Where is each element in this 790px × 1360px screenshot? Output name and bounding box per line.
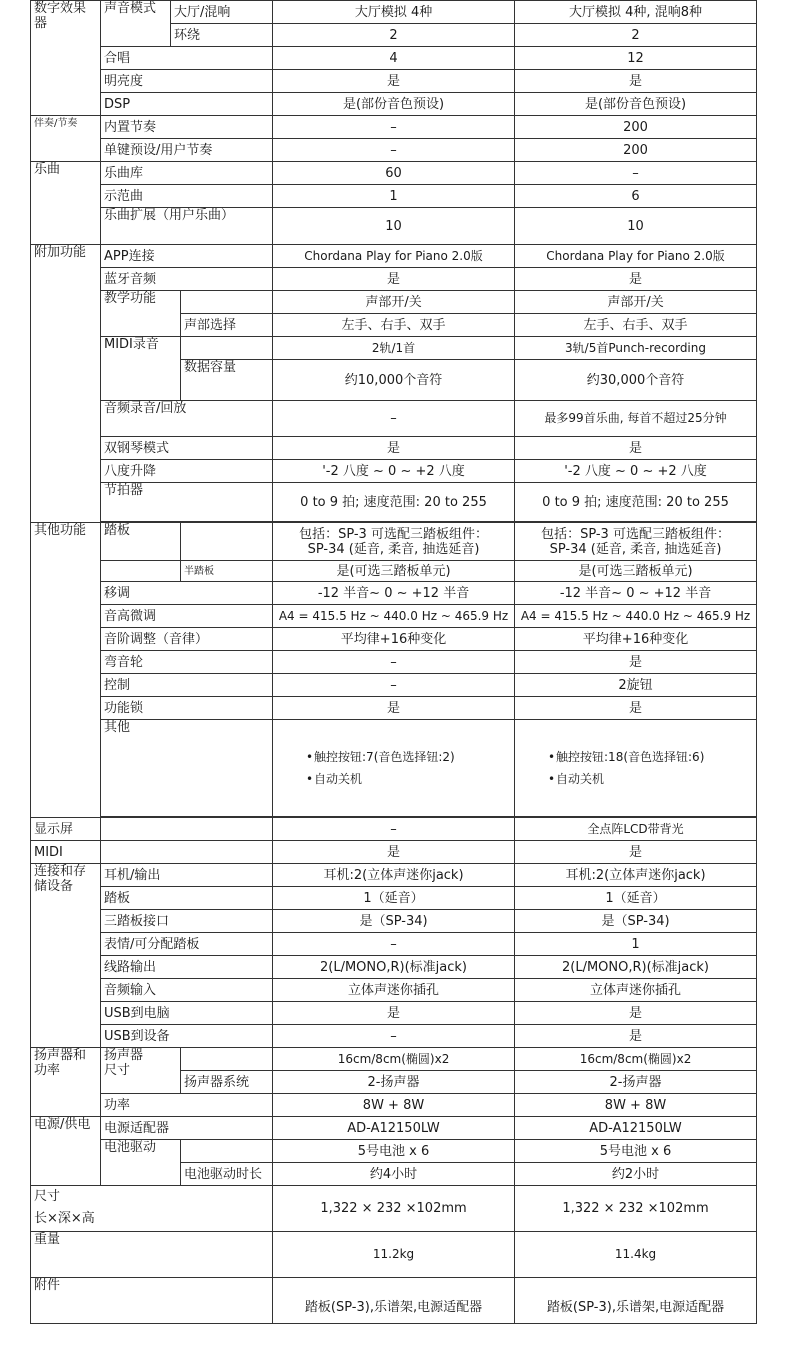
row-speaker-size — [31, 1048, 757, 1071]
value-b: 平均律+16种变化 — [515, 628, 757, 651]
value-b: 是 — [515, 1002, 757, 1025]
row-control — [31, 674, 757, 697]
label-display-empty — [101, 818, 273, 841]
spec-table — [30, 0, 757, 1324]
row-triple-pedal-jack — [31, 910, 757, 933]
value-a: 1 — [273, 185, 515, 208]
label-metronome: 节拍器 — [101, 483, 273, 522]
value-a: 平均律+16种变化 — [273, 628, 515, 651]
speaker-size-line-1: 扬声器 — [104, 1048, 144, 1063]
value-b: 11.4kg — [515, 1232, 757, 1278]
label-expression-pedal: 表情/可分配踏板 — [101, 933, 273, 956]
row-usb-device — [31, 1025, 757, 1048]
value-b: 是 — [515, 1025, 757, 1048]
label-adapter: 电源适配器 — [101, 1117, 273, 1140]
label-dsp: DSP — [101, 93, 273, 116]
value-a: 2(L/MONO,R)(标准jack) — [273, 956, 515, 979]
row-usb-pc — [31, 1002, 757, 1025]
value-a: – — [273, 139, 515, 162]
group-display: 显示屏 — [31, 818, 101, 841]
label-battery-life: 电池驱动时长 — [181, 1163, 273, 1186]
value-b: 1 — [515, 933, 757, 956]
value-b: 0 to 9 拍; 速度范围: 20 to 255 — [515, 483, 757, 522]
row-dimensions — [31, 1186, 757, 1232]
label-pedals: 踏板 — [101, 523, 181, 561]
value-a: 1（延音） — [273, 887, 515, 910]
row-bt-audio — [31, 268, 757, 291]
speaker-size-line-2: 尺寸 — [104, 1063, 131, 1078]
value-b: 3轨/5首Punch-recording — [515, 337, 757, 360]
label-lesson-sub — [181, 291, 273, 314]
row-audio-in — [31, 979, 757, 1002]
row-amp-power — [31, 1094, 757, 1117]
value-a: 2轨/1首 — [273, 337, 515, 360]
label-data-capacity: 数据容量 — [181, 360, 273, 401]
label-usb-device: USB到设备 — [101, 1025, 273, 1048]
value-a: – — [273, 401, 515, 437]
label-midi-rec: MIDI录音 — [101, 337, 181, 401]
pedals-line-1: 包括：SP-3 可选配三踏板组件： — [299, 526, 488, 542]
label-sound-mode: 声音模式 — [101, 1, 171, 47]
group-digital-effects: 数字效果器 — [31, 1, 101, 116]
value-b: AD-A12150LW — [515, 1117, 757, 1140]
label-brilliance: 明亮度 — [101, 70, 273, 93]
value-a: – — [273, 1025, 515, 1048]
value-b: 2(L/MONO,R)(标准jack) — [515, 956, 757, 979]
label-headphones: 耳机/输出 — [101, 864, 273, 887]
group-additional: 附加功能 — [31, 245, 101, 523]
label-usb-pc: USB到电脑 — [101, 1002, 273, 1025]
row-expression-pedal — [31, 933, 757, 956]
value-a: 是 — [273, 841, 515, 864]
row-builtin-rhythms — [31, 116, 757, 139]
label-bt-audio: 蓝牙音频 — [101, 268, 273, 291]
row-midi-rec — [31, 337, 757, 360]
others-item — [548, 768, 753, 790]
row-battery — [31, 1140, 757, 1163]
row-headphones — [31, 864, 757, 887]
value-b: – — [515, 162, 757, 185]
value-b: 200 — [515, 139, 757, 162]
value-a: 大厅模拟 4种 — [273, 1, 515, 24]
value-b: 大厅模拟 4种, 混响8种 — [515, 1, 757, 24]
value-b: 是 — [515, 70, 757, 93]
row-lesson — [31, 291, 757, 314]
label-speaker-system: 扬声器系统 — [181, 1071, 273, 1094]
others-text: 自动关机 — [314, 772, 363, 786]
value-a: AD-A12150LW — [273, 1117, 515, 1140]
value-b: -12 半音~ 0 ~ +12 半音 — [515, 582, 757, 605]
row-line-out — [31, 956, 757, 979]
row-accessories — [31, 1278, 757, 1324]
value-a: 是（SP-34) — [273, 910, 515, 933]
value-a: 60 — [273, 162, 515, 185]
label-temperament: 音阶调整（音律） — [101, 628, 273, 651]
label-duet: 双钢琴模式 — [101, 437, 273, 460]
label-midi-empty — [101, 841, 273, 864]
row-hall-reverb — [31, 1, 757, 24]
row-audio-rec — [31, 401, 757, 437]
value-b: 耳机:2(立体声迷你jack) — [515, 864, 757, 887]
value-a: 11.2kg — [273, 1232, 515, 1278]
value-a: 是 — [273, 1002, 515, 1025]
value-a — [273, 523, 515, 561]
label-surround: 环绕 — [171, 24, 273, 47]
label-one-touch: 单键预设/用户节奏 — [101, 139, 273, 162]
value-a: 是 — [273, 268, 515, 291]
label-speaker-size — [101, 1048, 181, 1094]
row-pitch-bend — [31, 651, 757, 674]
label-amp-power: 功率 — [101, 1094, 273, 1117]
value-a: '-2 八度 ~ 0 ~ +2 八度 — [273, 460, 515, 483]
value-a: 左手、右手、双手 — [273, 314, 515, 337]
row-dsp — [31, 93, 757, 116]
group-dimensions — [31, 1186, 273, 1232]
value-a: – — [273, 674, 515, 697]
row-pedal — [31, 887, 757, 910]
label-audio-rec: 音频录音/回放 — [101, 401, 273, 437]
value-a: – — [273, 933, 515, 956]
dimensions-line-1: 尺寸 — [34, 1189, 61, 1204]
value-a: 立体声迷你插孔 — [273, 979, 515, 1002]
value-a: 10 — [273, 208, 515, 245]
others-list — [518, 746, 753, 790]
label-battery-sub — [181, 1140, 273, 1163]
value-a: 声部开/关 — [273, 291, 515, 314]
label-lesson: 教学功能 — [101, 291, 181, 337]
group-accompaniment: 伴奏/节奏 — [31, 116, 101, 162]
label-song-expansion: 乐曲扩展（用户乐曲） — [101, 208, 273, 245]
value-a: 踏板(SP-3),乐谱架,电源适配器 — [273, 1278, 515, 1324]
label-pedals-sub — [181, 523, 273, 561]
group-power: 电源/供电 — [31, 1117, 101, 1186]
pedals-line-2: SP-34 (延音, 柔音, 抽选延音) — [307, 541, 480, 557]
value-b: 是 — [515, 841, 757, 864]
others-item — [548, 746, 753, 768]
value-a: A4 = 415.5 Hz ~ 440.0 Hz ~ 465.9 Hz — [273, 605, 515, 628]
value-a: 2-扬声器 — [273, 1071, 515, 1094]
value-a: 8W + 8W — [273, 1094, 515, 1117]
value-b: 5号电池 x 6 — [515, 1140, 757, 1163]
value-b: 2 — [515, 24, 757, 47]
label-song-bank: 乐曲库 — [101, 162, 273, 185]
value-a: – — [273, 651, 515, 674]
value-b: 是 — [515, 651, 757, 674]
label-pitch-bend: 弯音轮 — [101, 651, 273, 674]
row-transpose — [31, 582, 757, 605]
value-a: 1,322 × 232 ×102mm — [273, 1186, 515, 1232]
value-b: 200 — [515, 116, 757, 139]
label-part-select: 声部选择 — [181, 314, 273, 337]
row-temperament — [31, 628, 757, 651]
row-metronome — [31, 483, 757, 522]
value-b: 约2小时 — [515, 1163, 757, 1186]
value-a: 5号电池 x 6 — [273, 1140, 515, 1163]
value-b: 1（延音） — [515, 887, 757, 910]
value-a: 16cm/8cm(椭圆)x2 — [273, 1048, 515, 1071]
group-other-functions: 其他功能 — [31, 523, 101, 818]
value-b: 是 — [515, 437, 757, 460]
value-a: 约10,000个音符 — [273, 360, 515, 401]
value-b: 2旋钮 — [515, 674, 757, 697]
value-a — [273, 720, 515, 817]
value-b: 1,322 × 232 ×102mm — [515, 1186, 757, 1232]
row-adapter — [31, 1117, 757, 1140]
others-text: 触控按钮:18(音色选择钮:6) — [556, 750, 705, 764]
row-song-expansion — [31, 208, 757, 245]
bullet-icon: • — [548, 772, 556, 786]
value-b: Chordana Play for Piano 2.0版 — [515, 245, 757, 268]
row-duet — [31, 437, 757, 460]
value-b: A4 = 415.5 Hz ~ 440.0 Hz ~ 465.9 Hz — [515, 605, 757, 628]
label-half-pedal-left — [101, 561, 181, 582]
value-b: 6 — [515, 185, 757, 208]
label-control: 控制 — [101, 674, 273, 697]
label-midi-rec-sub — [181, 337, 273, 360]
row-one-touch — [31, 139, 757, 162]
label-octave-shift: 八度升降 — [101, 460, 273, 483]
value-b: 是(部份音色预设) — [515, 93, 757, 116]
value-b: 全点阵LCD带背光 — [515, 818, 757, 841]
row-midi — [31, 841, 757, 864]
label-others: 其他 — [101, 720, 273, 817]
row-tuning — [31, 605, 757, 628]
value-a: 2 — [273, 24, 515, 47]
value-b: 踏板(SP-3),乐谱架,电源适配器 — [515, 1278, 757, 1324]
value-b: 12 — [515, 47, 757, 70]
value-b: '-2 八度 ~ 0 ~ +2 八度 — [515, 460, 757, 483]
value-a: 是(部份音色预设) — [273, 93, 515, 116]
pedals-line-1: 包括：SP-3 可选配三踏板组件： — [541, 526, 730, 542]
value-b: 是 — [515, 268, 757, 291]
label-lock: 功能锁 — [101, 697, 273, 720]
row-demo — [31, 185, 757, 208]
label-speaker-size-sub — [181, 1048, 273, 1071]
others-item — [306, 746, 511, 768]
value-a: Chordana Play for Piano 2.0版 — [273, 245, 515, 268]
value-b — [515, 523, 757, 561]
value-a: 4 — [273, 47, 515, 70]
value-a: 是 — [273, 697, 515, 720]
value-a: – — [273, 116, 515, 139]
label-transpose: 移调 — [101, 582, 273, 605]
bullet-icon: • — [306, 750, 314, 764]
value-a: 是 — [273, 437, 515, 460]
label-triple-pedal-jack: 三踏板接口 — [101, 910, 273, 933]
value-b: 左手、右手、双手 — [515, 314, 757, 337]
group-weight: 重量 — [31, 1232, 273, 1278]
label-half-pedal: 半踏板 — [181, 561, 273, 582]
value-b: 是(可选三踏板单元) — [515, 561, 757, 582]
row-brilliance — [31, 70, 757, 93]
label-line-out: 线路输出 — [101, 956, 273, 979]
pedals-line-2: SP-34 (延音, 柔音, 抽选延音) — [549, 541, 722, 557]
value-b: 10 — [515, 208, 757, 245]
value-a: -12 半音~ 0 ~ +12 半音 — [273, 582, 515, 605]
group-speakers: 扬声器和功率 — [31, 1048, 101, 1117]
others-list — [276, 746, 511, 790]
value-b — [515, 720, 757, 817]
others-text: 自动关机 — [556, 772, 605, 786]
label-hall-reverb: 大厅/混响 — [171, 1, 273, 24]
dimensions-line-2: 长×深×高 — [34, 1211, 95, 1226]
value-a: 耳机:2(立体声迷你jack) — [273, 864, 515, 887]
label-app: APP连接 — [101, 245, 273, 268]
others-text: 触控按钮:7(音色选择钮:2) — [314, 750, 455, 764]
group-songs: 乐曲 — [31, 162, 101, 245]
label-tuning: 音高微调 — [101, 605, 273, 628]
row-half-pedal — [31, 561, 757, 582]
label-builtin-rhythms: 内置节奏 — [101, 116, 273, 139]
row-song-bank — [31, 162, 757, 185]
value-b: 声部开/关 — [515, 291, 757, 314]
value-b: 约30,000个音符 — [515, 360, 757, 401]
row-octave-shift — [31, 460, 757, 483]
group-midi: MIDI — [31, 841, 101, 864]
value-b: 2-扬声器 — [515, 1071, 757, 1094]
value-a: 是(可选三踏板单元) — [273, 561, 515, 582]
label-battery: 电池驱动 — [101, 1140, 181, 1186]
row-others — [31, 720, 757, 817]
value-a: 约4小时 — [273, 1163, 515, 1186]
value-b: 是 — [515, 697, 757, 720]
value-a: 0 to 9 拍; 速度范围: 20 to 255 — [273, 483, 515, 522]
value-b: 最多99首乐曲, 每首不超过25分钟 — [515, 401, 757, 437]
value-b: 16cm/8cm(椭圆)x2 — [515, 1048, 757, 1071]
row-app — [31, 245, 757, 268]
value-b: 是（SP-34) — [515, 910, 757, 933]
row-pedals — [31, 523, 757, 561]
group-connectivity: 连接和存储设备 — [31, 864, 101, 1048]
bullet-icon: • — [306, 772, 314, 786]
label-demo: 示范曲 — [101, 185, 273, 208]
row-display — [31, 818, 757, 841]
row-lock — [31, 697, 757, 720]
value-b: 8W + 8W — [515, 1094, 757, 1117]
value-a: – — [273, 818, 515, 841]
value-a: 是 — [273, 70, 515, 93]
label-audio-in: 音频输入 — [101, 979, 273, 1002]
row-weight — [31, 1232, 757, 1278]
row-chorus — [31, 47, 757, 70]
bullet-icon: • — [548, 750, 556, 764]
value-b: 立体声迷你插孔 — [515, 979, 757, 1002]
label-pedal: 踏板 — [101, 887, 273, 910]
label-chorus: 合唱 — [101, 47, 273, 70]
group-accessories: 附件 — [31, 1278, 273, 1324]
others-item — [306, 768, 511, 790]
